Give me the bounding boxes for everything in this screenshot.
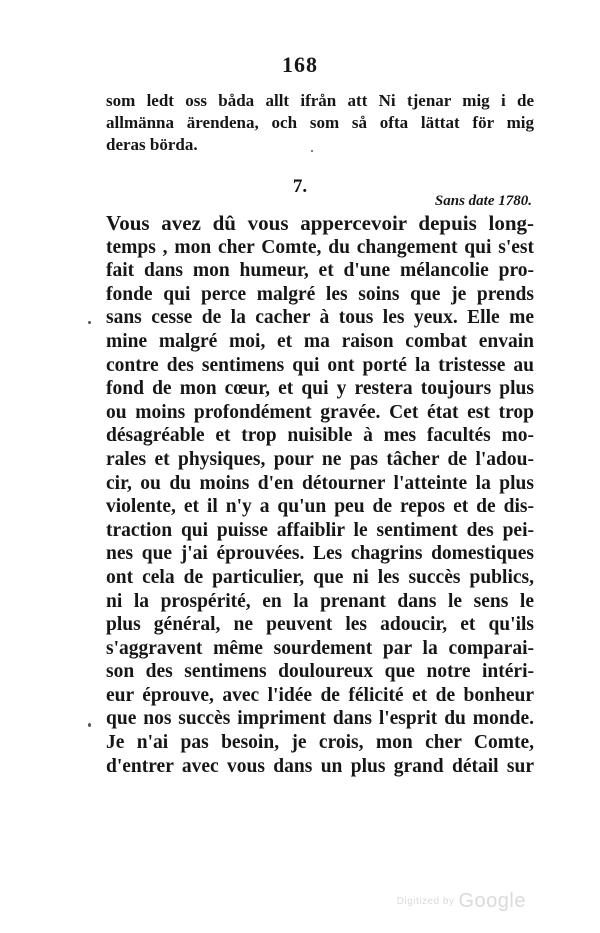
text-line: s'aggravent même sourdement par la comparai- <box>106 637 534 659</box>
text-line: deras börda. <box>106 135 198 154</box>
text-line: ni la prospérité, en la prenant dans le sens le <box>106 590 534 612</box>
text-line: sans cesse de la cacher à tous les yeux. Elle me <box>106 307 534 329</box>
text-line: som ledt oss båda allt ifrån att Ni tjenar mig i de <box>106 91 534 110</box>
text-line: Vous avez dû vous appercevoir depuis long- <box>106 211 534 235</box>
text-line: fait dans mon humeur, et d'une mélancolie pro- <box>106 260 534 282</box>
text-line: d'entrer avec vous dans un plus grand détail sur <box>106 755 534 777</box>
watermark-prefix: Digitized by <box>396 896 455 908</box>
text-line: violente, et il n'y a qu'un peu de repos et de dis- <box>106 496 534 518</box>
previous-letter-ending <box>106 90 534 156</box>
text-line: Je n'ai pas besoin, je crois, mon cher Comte, <box>106 732 534 754</box>
text-line: son des sentimens douloureux que notre intéri- <box>106 661 534 683</box>
text-line: plus général, ne peuvent les adoucir, et qu'ils <box>106 614 534 636</box>
text-line: ou moins profondément gravée. Cet état est trop <box>106 401 534 423</box>
text-line: fond de mon cœur, et qui y restera toujours plus <box>106 378 534 400</box>
text-line: traction qui puisse affaiblir le sentiment des pei- <box>106 519 534 541</box>
text-line: ont cela de particulier, que ni les succès publics, <box>106 566 534 588</box>
letter-date: Sans date 1780. <box>434 193 532 209</box>
print-speck <box>88 723 91 727</box>
letter-body <box>106 212 534 778</box>
print-speck <box>311 150 313 152</box>
text-line: nes que j'ai éprouvées. Les chagrins domestiques <box>106 543 534 565</box>
page-number: 168 <box>282 52 318 77</box>
text-line: cir, ou du moins d'en détourner l'atteinte la plus <box>106 472 534 494</box>
digitization-watermark <box>397 890 526 913</box>
text-line: rales et physiques, pour ne pas tâcher de l'adou- <box>106 448 534 470</box>
text-line: mine malgré moi, et ma raison combat envain <box>106 330 534 352</box>
text-line: désagréable et trop nuisible à mes facultés mo- <box>106 425 534 447</box>
letter-number: 7. <box>292 176 308 197</box>
text-line: allmänna ärendena, och som så ofta lättat för mig <box>106 113 534 132</box>
text-line: temps , mon cher Comte, du changement qui s'est <box>106 236 534 258</box>
google-logo: Google <box>458 890 526 912</box>
print-speck <box>88 321 91 324</box>
text-line: fonde qui perce malgré les soins que je prends <box>106 283 534 305</box>
text-line: contre des sentimens qui ont porté la tristesse au <box>106 354 534 376</box>
text-line: que nos succès impriment dans l'esprit du monde. <box>106 708 534 730</box>
text-line: eur éprouve, avec l'idée de félicité et de bonheur <box>106 684 534 706</box>
